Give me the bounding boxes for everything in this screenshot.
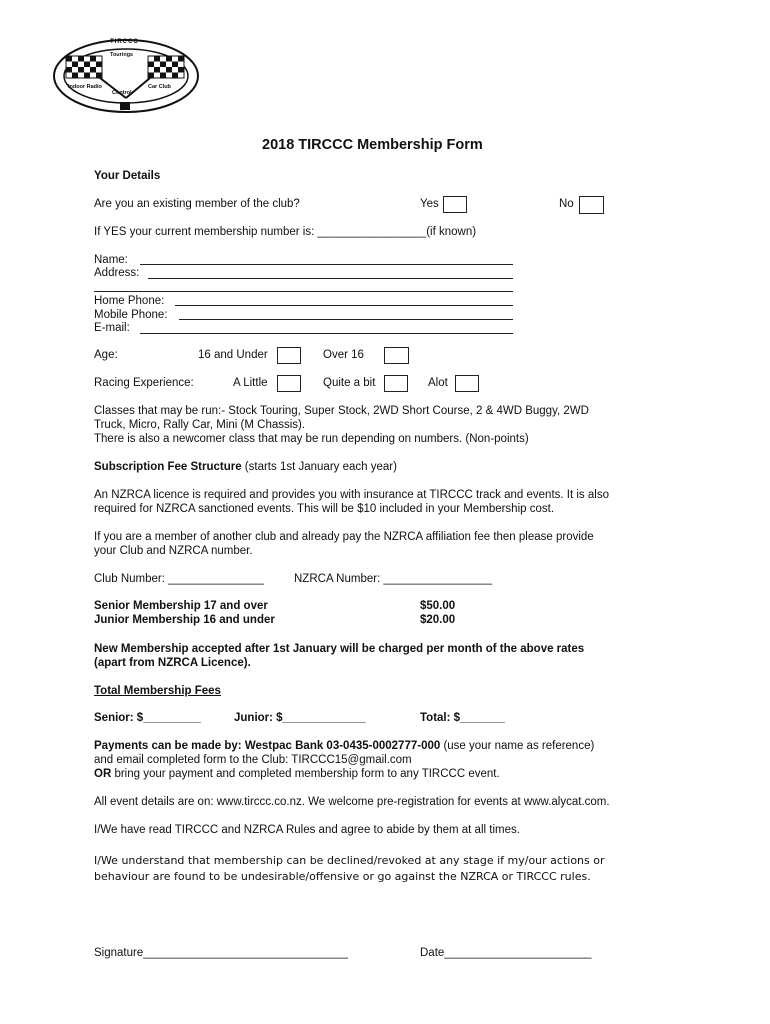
name-field[interactable] (140, 264, 513, 265)
total-fees-heading: Total Membership Fees (94, 685, 221, 697)
nzrca-number-field[interactable]: NZRCA Number: _________________ (294, 573, 493, 585)
logo-left-text: Indoor Radio (68, 84, 102, 90)
total-field[interactable]: Total: $_______ (420, 712, 505, 724)
mobile-phone-field[interactable] (179, 319, 513, 320)
senior-total-field[interactable]: Senior: $_________ (94, 712, 201, 724)
subscription-heading-note: (starts 1st January each year) (241, 461, 397, 473)
licence-line-2: required for NZRCA sanctioned events. This will be $10 included in your Membership cost. (94, 503, 555, 515)
yes-checkbox[interactable] (443, 196, 467, 213)
membership-number-field[interactable]: If YES your current membership number is: _________________(if known) (94, 226, 477, 238)
subscription-heading (94, 461, 397, 473)
decline-line-2: behaviour are found to be undesirable/offensive or go against the NZRCA or TIRCCC rules. (94, 870, 591, 883)
classes-line-3: There is also a newcomer class that may be run depending on numbers. (Non-points) (94, 433, 529, 445)
subscription-heading-bold: Subscription Fee Structure (94, 461, 242, 473)
address-label: Address: (94, 267, 140, 279)
home-phone-label: Home Phone: (94, 295, 165, 307)
junior-fee-label: Junior Membership 16 and under (94, 614, 275, 626)
logo-center-text: Tourings (110, 52, 134, 58)
no-checkbox[interactable] (579, 196, 604, 214)
senior-fee-price: $50.00 (420, 600, 456, 612)
logo-bottom-text: Control (112, 90, 132, 96)
payment-or: OR (94, 768, 112, 780)
payment-alt-text: bring your payment and completed membership form to any TIRCCC event. (111, 768, 500, 780)
date-field[interactable]: Date_______________________ (420, 947, 592, 959)
home-phone-field[interactable] (175, 305, 513, 306)
address-field-line-2[interactable] (94, 291, 513, 292)
existing-member-question: Are you an existing member of the club? (94, 198, 300, 210)
experience-little-checkbox[interactable] (277, 375, 301, 392)
experience-quite-checkbox[interactable] (384, 375, 408, 392)
new-membership-line-2: (apart from NZRCA Licence). (94, 657, 251, 669)
club-logo (52, 38, 200, 114)
payment-line-3 (94, 768, 500, 780)
email-label: E-mail: (94, 322, 130, 334)
yes-label: Yes (420, 198, 439, 210)
classes-line-1: Classes that may be run:- Stock Touring, Super Stock, 2WD Short Course, 2 & 4WD Buggy, 2WD (94, 405, 589, 417)
age-over-16-checkbox[interactable] (384, 347, 409, 364)
no-label: No (559, 198, 574, 210)
junior-total-field[interactable]: Junior: $_____________ (234, 712, 366, 724)
name-label: Name: (94, 254, 128, 266)
age-option-over-16-label: Over 16 (323, 349, 364, 361)
senior-fee-label: Senior Membership 17 and over (94, 600, 268, 612)
new-membership-line-1: New Membership accepted after 1st January will be charged per month of the above rates (94, 643, 585, 655)
payment-line-2: and email completed form to the Club: TIRCCC15@gmail.com (94, 754, 412, 766)
racing-experience-label: Racing Experience: (94, 377, 194, 389)
experience-alot-checkbox[interactable] (455, 375, 479, 392)
payment-bank-details: Payments can be made by: Westpac Bank 03-0435-0002777-000 (94, 740, 441, 752)
event-details-text: All event details are on: www.tirccc.co.nz. We welcome pre-registration for events at www.alycat.com. (94, 796, 610, 808)
section-heading-your-details: Your Details (94, 170, 161, 182)
address-field[interactable] (148, 278, 513, 279)
licence-line-1: An NZRCA licence is required and provides you with insurance at TIRCCC track and events. It is also (94, 489, 609, 501)
experience-quite-label: Quite a bit (323, 377, 376, 389)
classes-line-2: Truck, Micro, Rally Car, Mini (M Chassis). (94, 419, 306, 431)
page-title: 2018 TIRCCC Membership Form (262, 137, 483, 153)
payment-line-1 (94, 740, 594, 752)
signature-field[interactable]: Signature________________________________ (94, 947, 348, 959)
payment-reference-note: (use your name as reference) (440, 740, 595, 752)
logo-ring-text: TIRCCC (110, 39, 139, 45)
age-option-16-under-label: 16 and Under (198, 349, 268, 361)
other-club-line-1: If you are a member of another club and already pay the NZRCA affiliation fee then please provide (94, 531, 594, 543)
email-field[interactable] (140, 333, 513, 334)
logo-right-text: Car Club (148, 84, 171, 90)
club-number-field[interactable]: Club Number: _______________ (94, 573, 265, 585)
age-label: Age: (94, 349, 118, 361)
age-16-under-checkbox[interactable] (277, 347, 301, 364)
other-club-line-2: your Club and NZRCA number. (94, 545, 253, 557)
junior-fee-price: $20.00 (420, 614, 456, 626)
decline-line-1: I/We understand that membership can be declined/revoked at any stage if my/our actions or (94, 854, 605, 867)
mobile-phone-label: Mobile Phone: (94, 309, 168, 321)
experience-alot-label: Alot (428, 377, 448, 389)
rules-agreement-text: I/We have read TIRCCC and NZRCA Rules and agree to abide by them at all times. (94, 824, 520, 836)
experience-little-label: A Little (233, 377, 268, 389)
